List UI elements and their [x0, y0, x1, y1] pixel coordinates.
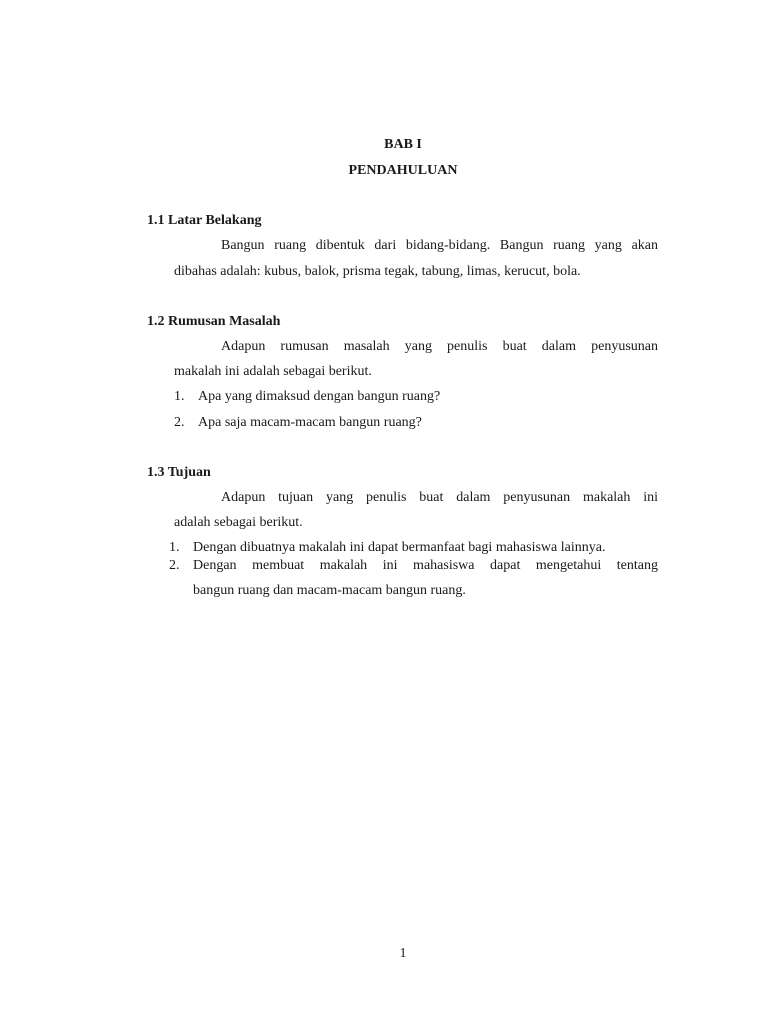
list-item: Dengan dibuatnya makalah ini dapat bermanfaat bagi mahasiswa lainnya. — [193, 540, 606, 555]
section-heading-rumusan-masalah: 1.2 Rumusan Masalah — [147, 314, 281, 329]
page-number: 1 — [399, 946, 407, 961]
list-item: Apa saja macam-macam bangun ruang? — [198, 415, 422, 430]
chapter-label: BAB I — [384, 137, 422, 152]
paragraph-line: Adapun rumusan masalah yang penulis buat dalam penyusunan — [221, 339, 658, 354]
paragraph-line: adalah sebagai berikut. — [174, 515, 303, 530]
list-item: Dengan membuat makalah ini mahasiswa dapat mengetahui tentang — [193, 558, 658, 573]
list-item-continuation: bangun ruang dan macam-macam bangun ruang. — [193, 583, 466, 598]
paragraph-line: Adapun tujuan yang penulis buat dalam penyusunan makalah ini — [221, 490, 658, 505]
list-item: Apa yang dimaksud dengan bangun ruang? — [198, 389, 441, 404]
section-heading-tujuan: 1.3 Tujuan — [147, 465, 211, 480]
section-heading-latar-belakang: 1.1 Latar Belakang — [147, 213, 262, 228]
paragraph-line: Bangun ruang dibentuk dari bidang-bidang. Bangun ruang yang akan — [221, 238, 658, 253]
list-item-number: 1. — [174, 389, 185, 404]
paragraph-line: dibahas adalah: kubus, balok, prisma tegak, tabung, limas, kerucut, bola. — [174, 264, 581, 279]
list-item-number: 2. — [174, 415, 185, 430]
list-item-number: 2. — [169, 558, 180, 573]
chapter-title: PENDAHULUAN — [348, 163, 458, 178]
paragraph-line: makalah ini adalah sebagai berikut. — [174, 364, 372, 379]
list-item-number: 1. — [169, 540, 180, 555]
